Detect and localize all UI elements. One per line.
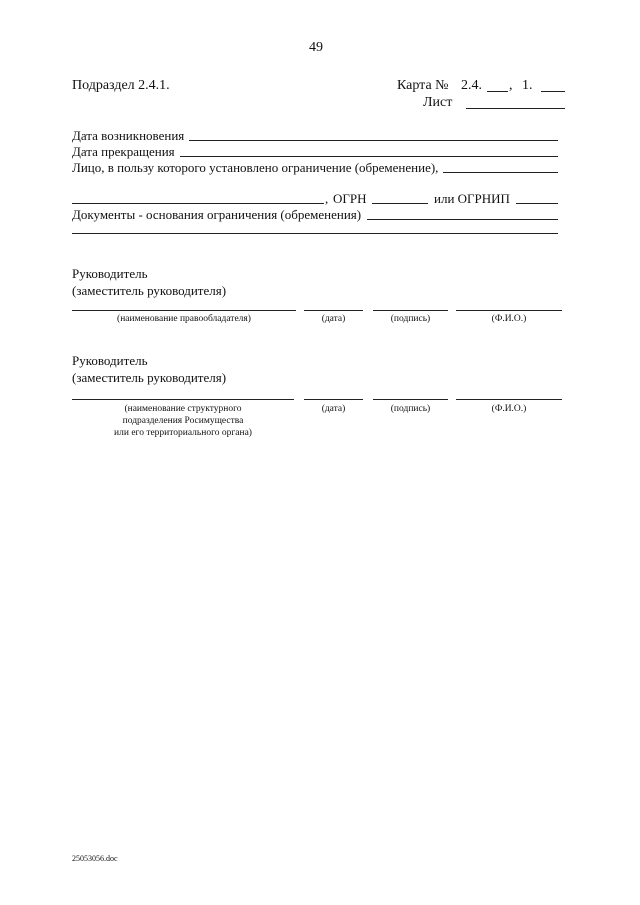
documents-blank-1[interactable] xyxy=(367,219,558,220)
card-label: Карта № xyxy=(397,78,449,93)
caption-date-2: (дата) xyxy=(321,404,346,414)
unit-name-line[interactable] xyxy=(72,399,294,400)
end-date-blank[interactable] xyxy=(180,156,558,157)
rightholder-name-line[interactable] xyxy=(72,310,296,311)
start-date-blank[interactable] xyxy=(189,140,558,141)
manager-title-1: Руководитель xyxy=(72,266,148,281)
signature-line-1[interactable] xyxy=(373,310,448,311)
caption-rightholder-name: (наименование правообладателя) xyxy=(117,314,251,324)
manager-subtitle-2: (заместитель руководителя) xyxy=(72,370,227,385)
date-line-1[interactable] xyxy=(304,310,363,311)
card-comma: , xyxy=(509,78,513,93)
caption-signature-2: (подпись) xyxy=(390,404,431,414)
beneficiary-label: Лицо, в пользу которого установлено ограничение (обременение), xyxy=(72,160,439,175)
documents-blank-2[interactable] xyxy=(72,233,558,234)
ogrnip-label: или ОГРНИП xyxy=(434,191,510,206)
ogrn-blank[interactable] xyxy=(372,203,428,204)
sheet-label: Лист xyxy=(423,95,453,110)
caption-unit-name-3: или его территориального органа) xyxy=(114,428,252,438)
manager-subtitle-1: (заместитель руководителя) xyxy=(72,283,227,298)
fio-line-2[interactable] xyxy=(456,399,562,400)
documents-label: Документы - основания ограничения (обременения) xyxy=(72,207,362,222)
ogrn-comma: , xyxy=(325,191,329,206)
fio-line-1[interactable] xyxy=(456,310,562,311)
signature-line-2[interactable] xyxy=(373,399,448,400)
subsection-title: Подраздел 2.4.1. xyxy=(72,78,170,93)
manager-title-2: Руководитель xyxy=(72,353,148,368)
card-number-blank-2[interactable] xyxy=(541,91,565,92)
ogrnip-blank[interactable] xyxy=(516,203,558,204)
ogrn-label: ОГРН xyxy=(333,191,367,206)
date-line-2[interactable] xyxy=(304,399,363,400)
sheet-number-blank[interactable] xyxy=(466,108,565,109)
beneficiary-blank-2[interactable] xyxy=(72,203,324,204)
caption-signature-1: (подпись) xyxy=(390,314,431,324)
card-number-blank-1[interactable] xyxy=(487,91,508,92)
card-prefix: 2.4. xyxy=(461,78,482,93)
footer-filename: 25053056.doc xyxy=(72,854,118,863)
page-number: 49 xyxy=(309,40,323,55)
caption-fio-2: (Ф.И.О.) xyxy=(491,404,527,414)
caption-date-1: (дата) xyxy=(321,314,346,324)
start-date-label: Дата возникновения xyxy=(72,128,185,143)
end-date-label: Дата прекращения xyxy=(72,144,175,159)
caption-unit-name-2: подразделения Росимущества xyxy=(122,416,244,426)
caption-fio-1: (Ф.И.О.) xyxy=(491,314,527,324)
card-middle: 1. xyxy=(522,78,533,93)
caption-unit-name-1: (наименование структурного xyxy=(124,404,242,414)
beneficiary-blank-1[interactable] xyxy=(443,172,558,173)
